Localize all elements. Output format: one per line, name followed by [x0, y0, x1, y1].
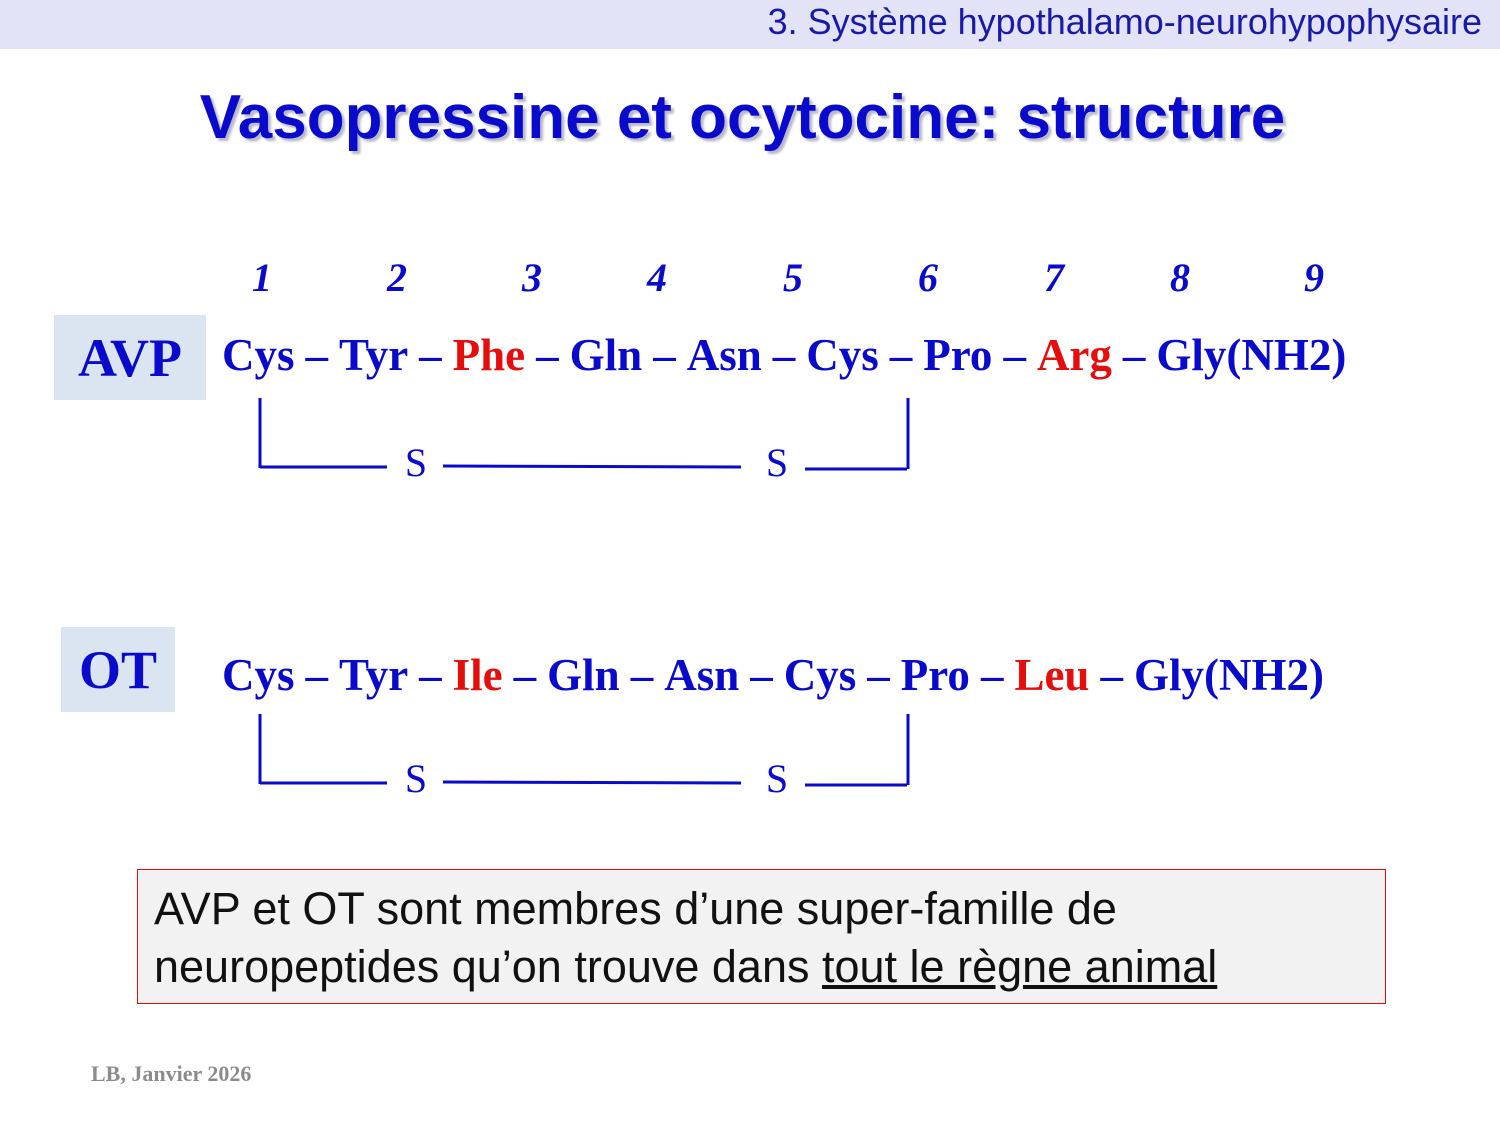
position-number: 2 [387, 255, 407, 300]
avp-residue-5: Asn [686, 330, 762, 380]
ot-sulfur-right: S [765, 756, 789, 801]
position-number: 4 [647, 255, 667, 300]
peptide-bond: – [1122, 330, 1146, 380]
peptide-bond: – [305, 650, 329, 700]
ot-residue-7: Pro [900, 650, 970, 700]
ot-residue-8: Leu [1014, 650, 1090, 700]
avp-residue-3: Phe [452, 330, 526, 380]
avp-sulfur-right: S [765, 440, 789, 485]
peptide-bond: – [1003, 330, 1026, 380]
ot-residue-5: Asn [664, 650, 740, 700]
position-number: 6 [918, 255, 938, 300]
avp-sulfur-left: S [404, 440, 428, 485]
peptide-bond: – [536, 330, 559, 380]
avp-residue-6: Cys [806, 330, 879, 380]
ot-residue-1: Cys [222, 650, 295, 700]
ot-label-box [61, 627, 175, 712]
position-number: 3 [522, 255, 542, 300]
peptide-bond: – [513, 650, 537, 700]
ot-residue-9: Gly(NH2) [1133, 650, 1324, 700]
ot-bridge-middle-segment [443, 782, 741, 783]
avp-residue-2: Tyr [339, 330, 409, 380]
peptide-bond: – [305, 330, 329, 380]
peptide-bond: – [889, 330, 913, 380]
avp-residue-1: Cys [222, 330, 295, 380]
footer-credit: LB, Janvier 2026 [91, 1061, 252, 1086]
ot-residue-6: Cys [783, 650, 857, 700]
peptide-bond: – [1100, 650, 1123, 700]
position-number: 5 [783, 255, 803, 300]
ot-residue-3: Ile [452, 650, 503, 700]
avp-residue-4: Gln [569, 330, 643, 380]
peptide-bond: – [419, 650, 442, 700]
note-text [154, 880, 1374, 996]
ot-residue-2: Tyr [339, 650, 409, 700]
peptide-bond: – [630, 650, 654, 700]
slide-title: Vasopressine et ocytocine: structure [199, 83, 1286, 152]
position-number: 9 [1304, 255, 1324, 300]
ot-label: OT [78, 639, 158, 700]
peptide-bond: – [772, 330, 796, 380]
ot-sequence [222, 647, 1324, 703]
ot-sulfur-left: S [404, 756, 428, 801]
peptide-bond: – [980, 650, 1004, 700]
note-box [137, 869, 1386, 1004]
position-number: 7 [1044, 255, 1064, 300]
avp-label: AVP [77, 327, 183, 388]
position-number: 1 [252, 255, 272, 300]
note-text-plain: AVP et OT sont membres d’une super-famille de neuropeptides qu’on trouve dans [154, 883, 1117, 992]
peptide-bond: – [419, 330, 442, 380]
note-text-underlined: tout le règne animal [822, 941, 1218, 992]
avp-residue-7: Pro [923, 330, 993, 380]
avp-residue-9: Gly(NH2) [1156, 330, 1347, 380]
section-header: 3. Système hypothalamo-neurohypophysaire [767, 1, 1482, 42]
ot-residue-4: Gln [547, 650, 620, 700]
avp-bridge-middle-segment [443, 466, 741, 467]
avp-residue-8: Arg [1036, 330, 1112, 380]
position-number: 8 [1170, 255, 1190, 300]
peptide-bond: – [750, 650, 773, 700]
peptide-bond: – [867, 650, 890, 700]
peptide-bond: – [653, 330, 676, 380]
